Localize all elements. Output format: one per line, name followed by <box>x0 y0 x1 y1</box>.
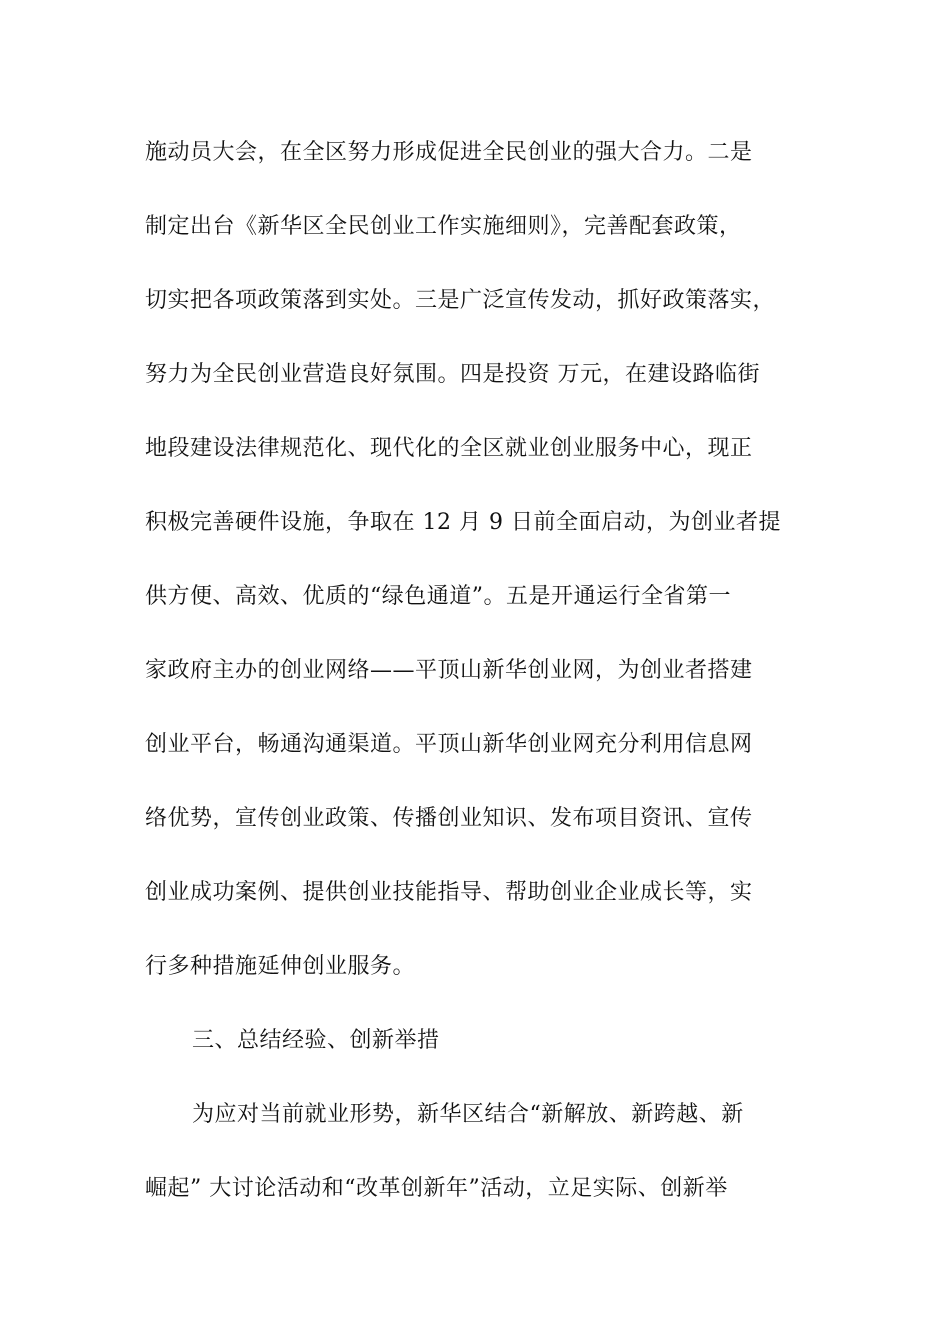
paragraph-line-5: 地段建设法律规范化、现代化的全区就业创业服务中心，现正 <box>145 436 753 461</box>
paragraph-line-12: 行多种措施延伸创业服务。 <box>145 954 416 979</box>
paragraph-line-10: 络优势，宣传创业政策、传播创业知识、发布项目资讯、宣传 <box>145 806 753 831</box>
paragraph2-line-1: 为应对当前就业形势，新华区结合“新解放、新跨越、新 <box>192 1102 744 1127</box>
paragraph-line-2: 制定出台《新华区全民创业工作实施细则》，完善配套政策， <box>145 214 742 239</box>
paragraph2-line-2: 崛起” 大讨论活动和“改革创新年”活动，立足实际、创新举 <box>145 1176 728 1201</box>
paragraph-line-6: 积极完善硬件设施，争取在 12 月 9 日前全面启动，为创业者提 <box>145 510 781 535</box>
paragraph-line-1: 施动员大会，在全区努力形成促进全民创业的强大合力。二是 <box>145 140 753 165</box>
paragraph-line-8: 家政府主办的创业网络——平顶山新华创业网，为创业者搭建 <box>145 658 753 683</box>
paragraph-line-7: 供方便、高效、优质的“绿色通道”。五是开通运行全省第一 <box>145 584 731 609</box>
paragraph-line-4: 努力为全民创业营造良好氛围。四是投资 万元，在建设路临街 <box>145 362 760 387</box>
document-body <box>145 133 835 1243</box>
paragraph-line-3: 切实把各项政策落到实处。三是广泛宣传发动，抓好政策落实， <box>145 288 776 313</box>
paragraph-line-9: 创业平台，畅通沟通渠道。平顶山新华创业网充分利用信息网 <box>145 732 753 757</box>
section-heading: 三、总结经验、创新举措 <box>192 1028 440 1053</box>
paragraph-line-11: 创业成功案例、提供创业技能指导、帮助创业企业成长等，实 <box>145 880 753 905</box>
